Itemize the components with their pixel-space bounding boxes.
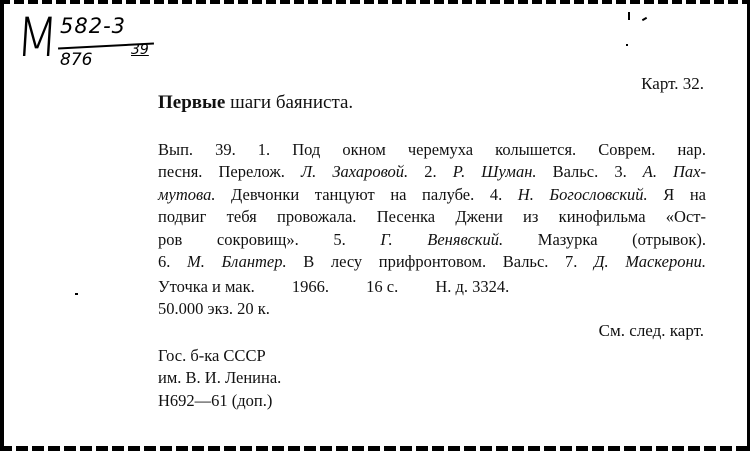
- see-next-card-note: См. след. карт.: [598, 321, 704, 340]
- imprint-line-print-run: 50.000 экз. 20 к.: [158, 299, 270, 319]
- author-name: мутова.: [158, 184, 216, 204]
- author-name: Р. Шуман.: [452, 162, 537, 182]
- description-text: песня. Перелож.: [158, 162, 301, 182]
- description-text: подвиг тебя провожала. Песенка Джени из кинофильма «Ост-: [158, 207, 706, 227]
- handwritten-inventory-superscript: 39: [131, 42, 149, 58]
- description-text: Мазурка (отрывок).: [503, 229, 706, 249]
- ink-speck: [75, 293, 78, 295]
- description-text: 2.: [408, 162, 453, 182]
- ink-speck: [626, 44, 628, 46]
- title-bold-word: Первые: [158, 92, 226, 113]
- description-line: [158, 161, 706, 183]
- card-number: Карт. 32.: [641, 74, 704, 93]
- card-border-left: [0, 0, 4, 451]
- card-border-bottom: [0, 446, 750, 451]
- title-rest: шаги баяниста.: [225, 92, 354, 113]
- description-line: [158, 229, 706, 251]
- description-text: 6.: [158, 252, 187, 272]
- description-line: [158, 251, 706, 273]
- author-name: А. Пах-: [642, 162, 706, 182]
- description-text: Вальс. 3.: [536, 162, 643, 182]
- author-name: М. Блантер.: [186, 252, 287, 272]
- contents-description: [158, 139, 706, 273]
- library-name-line: Гос. б-ка СССР: [158, 346, 266, 365]
- library-dedication-line: им. В. И. Ленина.: [158, 368, 282, 388]
- handwritten-collection-letter: М: [14, 6, 61, 69]
- author-name: Д. Маскерони.: [594, 252, 706, 272]
- book-title: [158, 92, 353, 114]
- description-text: Вып. 39. 1. Под окном черемуха колышется. Соврем. нар.: [158, 140, 706, 159]
- handwritten-inventory-number: 876: [60, 50, 93, 70]
- library-stamp: [158, 345, 281, 412]
- description-text: Девчонки танцуют на палубе. 4.: [215, 184, 518, 204]
- author-name: Н. Богословский.: [517, 184, 648, 204]
- author-name: Л. Захаровой.: [300, 162, 409, 182]
- author-name: Г. Венявский.: [380, 229, 504, 249]
- card-border-top: [0, 0, 750, 4]
- handwritten-shelfmark: 582-3: [60, 14, 127, 38]
- description-line: [158, 139, 706, 161]
- description-line: [158, 206, 706, 228]
- imprint-line-publication: Уточка и мак. 1966. 16 с. Н. д. 3324.: [158, 277, 510, 296]
- library-code-line: Н692—61 (доп.): [158, 390, 273, 410]
- description-text: В лесу прифронтовом. Вальс. 7.: [286, 252, 594, 272]
- description-text: ров сокровищ». 5.: [158, 229, 381, 249]
- ink-speck: [642, 17, 647, 21]
- description-text: Я на: [647, 184, 706, 204]
- description-line: [158, 184, 706, 206]
- ink-speck: [628, 12, 630, 20]
- imprint-block: [158, 276, 509, 321]
